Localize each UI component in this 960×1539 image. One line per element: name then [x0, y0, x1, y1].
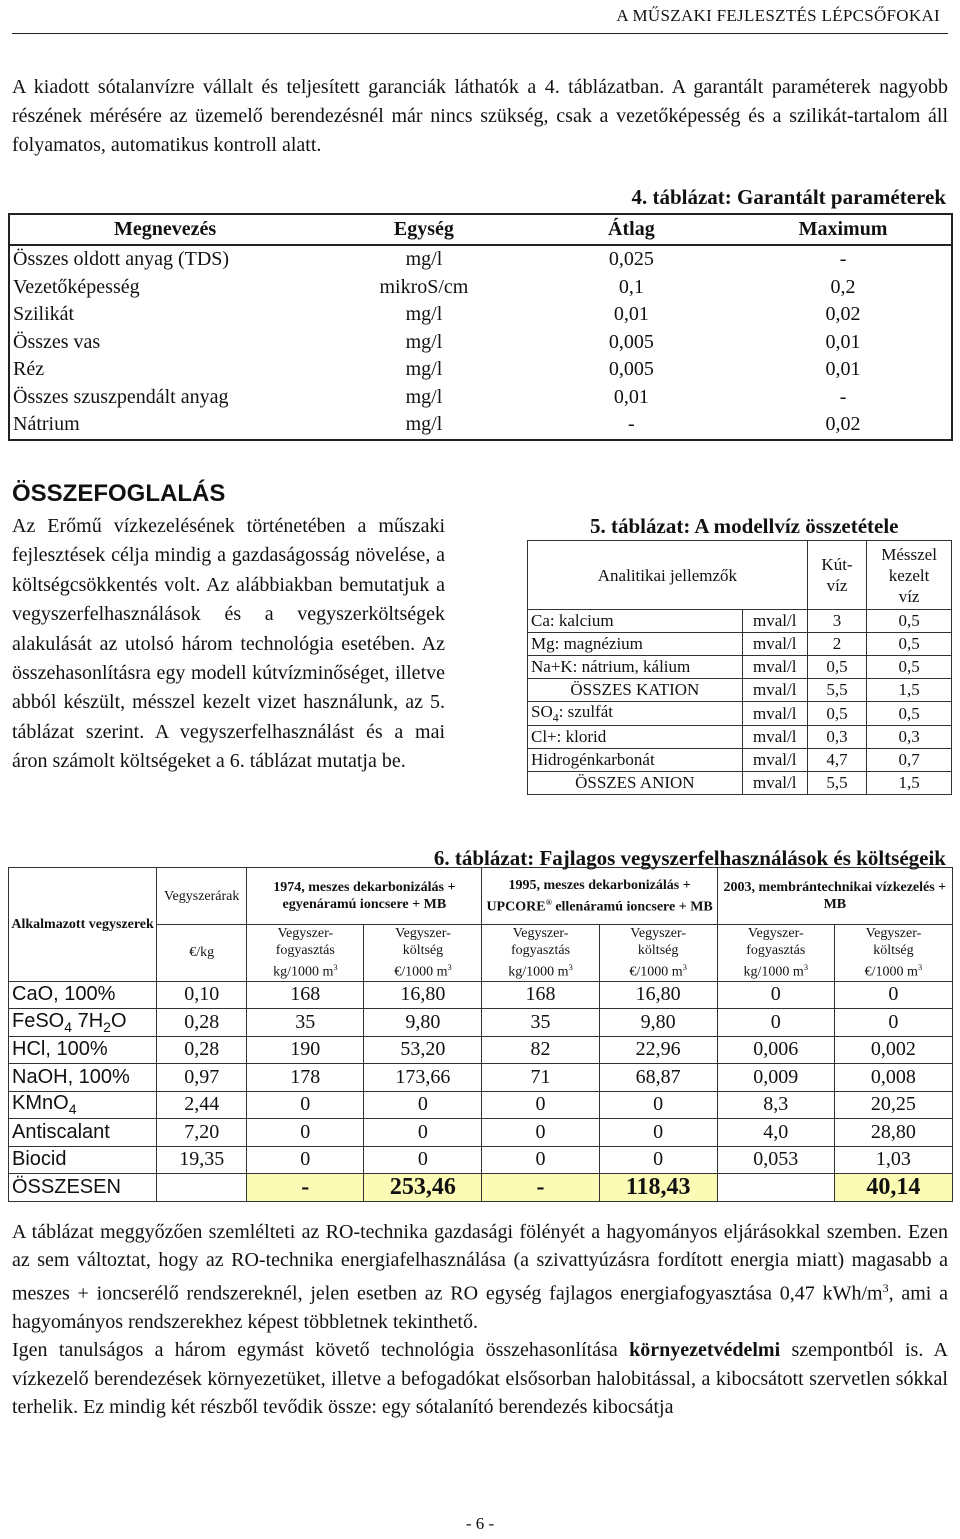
table4-cell: Szilikát — [13, 303, 75, 326]
closing-paragraph-1: A táblázat meggyőzően szemlélteti az RO-technika gazdasági fölényét a hagyományos eljárásokkal szemben. Ezen az sem változtat, hogy az RO-technika energiafelhasználása (a szivattyúzásra fordított energia miatt) magasabb a meszes + ioncserélő rendszereknél, jelen esetben az RO egység fajlagos energiafogyasztása 0,47 kWh/$m^3$, ami a hagyományos rendszerekhez képest többletnek tekinthető. — [12, 1221, 948, 1334]
table5-row — [528, 633, 952, 656]
table4-caption: 4. táblázat: Garantált paraméterek — [631, 185, 946, 209]
table4-cell: 0,01 — [613, 385, 649, 408]
table6-subheader-consumption: Vegyszer- fogyasztás kg/1000 $m^3$ — [247, 925, 364, 982]
table6-value: 0 — [834, 1009, 952, 1037]
table5-cell: 0,5 — [867, 610, 952, 633]
table6-row — [9, 1119, 953, 1147]
table4-cell: 0,005 — [608, 358, 654, 381]
table4-header: Megnevezés — [9, 214, 320, 245]
table5-cell: 0,7 — [867, 749, 952, 772]
table5-cell: 5,5 — [807, 679, 866, 702]
header-rule — [12, 33, 948, 34]
table6-value: 0,002 — [834, 1036, 952, 1064]
table5-cell: ÖSSZES KATION — [528, 679, 743, 702]
table6-value: 82 — [482, 1036, 599, 1064]
table6-row — [9, 1036, 953, 1064]
table6-row — [9, 981, 953, 1009]
table6-total-value: 40,14 — [834, 1174, 952, 1202]
table4-cell: - — [839, 385, 847, 408]
table6-price: 2,44 — [157, 1091, 247, 1119]
table4-cell: Vezetőképesség — [13, 275, 140, 298]
table6-value: 0,008 — [834, 1064, 952, 1092]
table5-row — [528, 702, 952, 726]
table4-row — [9, 245, 952, 274]
table5-header: Mésszel kezelt víz — [867, 541, 952, 610]
table4-header: Maximum — [735, 214, 952, 245]
table6-value: 0 — [364, 1091, 482, 1119]
table6-header-tech-1995: 1995, meszes dekarbonizálás + UPCORE® ellenáramú ioncsere + MB — [482, 868, 717, 925]
table5-header: Kút- víz — [807, 541, 866, 610]
table6-value: 35 — [482, 1009, 599, 1037]
table4-cell: 0,02 — [825, 303, 861, 326]
table6-price: 7,20 — [157, 1119, 247, 1147]
table5-cell: 0,5 — [807, 702, 866, 726]
table6-value: 0,053 — [717, 1146, 834, 1174]
table6-value: 20,25 — [834, 1091, 952, 1119]
table6-value: 16,80 — [364, 981, 482, 1009]
table4-cell: Réz — [13, 358, 45, 381]
table4-cell: 0,025 — [608, 248, 654, 271]
table6-subheader-consumption: Vegyszer- fogyasztás kg/1000 $m^3$ — [717, 925, 834, 982]
table5-row — [528, 772, 952, 795]
page-header — [0, 0, 960, 40]
table4-cell: mikroS/cm — [379, 275, 469, 298]
table5-row — [528, 749, 952, 772]
table6-value: 53,20 — [364, 1036, 482, 1064]
table5-cell: mval/l — [742, 772, 807, 795]
table5-cell: 0,5 — [807, 656, 866, 679]
table4-cell: Nátrium — [13, 413, 80, 436]
table6-value: 0 — [599, 1119, 717, 1147]
table6-value: 0 — [482, 1119, 599, 1147]
table6-subheader-cost: Vegyszer- költség €/1000 $m^3$ — [599, 925, 717, 982]
intro-paragraph: A kiadott sótalanvízre vállalt és teljesített garanciák láthatók a 4. táblázatban. A garantált paraméterek nagyobb részének mérésére az üzemelő berendezésnél már nincs szükség, csak a vezetőképesség és a szilikát-tartalom áll folyamatos, automatikus kontroll alatt. — [12, 76, 948, 156]
table4-row — [9, 274, 952, 302]
table4-cell: Összes szuszpendált anyag — [13, 385, 229, 408]
table6-value: 0 — [599, 1146, 717, 1174]
table6-value: 0 — [717, 1009, 834, 1037]
table6-value: 0 — [834, 981, 952, 1009]
table6-value: 168 — [482, 981, 599, 1009]
table4-cell: 0,01 — [613, 303, 649, 326]
table6-total-value: - — [247, 1174, 364, 1202]
table5-row — [528, 726, 952, 749]
table5-cell: mval/l — [742, 633, 807, 656]
table5-cell: Mg: magnézium — [528, 633, 743, 656]
table4-cell: 0,1 — [618, 275, 644, 298]
table6-value: 168 — [247, 981, 364, 1009]
table4-cell: Összes vas — [13, 330, 101, 353]
closing-paragraph-2: Igen tanulságos a három egymást követő technológia összehasonlítása környezetvédelmi szempontból is. A vízkezelő berendezések környezetüket, illetve a befogadókat elsősorban halobitással, a kibocsátott szervetlen sókkal terhelik. Ez mindig két részből tevődik össze: egy sótalanító berendezés kibocsátja — [12, 1339, 949, 1418]
table4-cell: 0,01 — [825, 358, 861, 381]
table6-total-label: ÖSSZESEN — [9, 1174, 157, 1202]
table6-header-row — [9, 868, 953, 925]
table5-cell: mval/l — [742, 679, 807, 702]
table5-body — [528, 610, 952, 795]
table6-value: 190 — [247, 1036, 364, 1064]
table6-value: 0 — [247, 1091, 364, 1119]
table6-value: 1,03 — [834, 1146, 952, 1174]
table6-total-value: 253,46 — [364, 1174, 482, 1202]
table6-value: 22,96 — [599, 1036, 717, 1064]
table5-cell: 0,3 — [867, 726, 952, 749]
table5-row — [528, 656, 952, 679]
table6-body — [9, 981, 953, 1202]
table6-value: 0 — [599, 1091, 717, 1119]
table5-header-row — [528, 541, 952, 610]
table4-cell: mg/l — [405, 248, 443, 271]
table6-value: 0 — [717, 981, 834, 1009]
table6-value: 16,80 — [599, 981, 717, 1009]
table6-value: 0 — [364, 1119, 482, 1147]
table5-cell: Cl+: klorid — [528, 726, 743, 749]
table6-total-price — [157, 1174, 247, 1202]
table4-header-row — [9, 214, 952, 245]
table5-cell: 1,5 — [867, 679, 952, 702]
table5-cell: 2 — [807, 633, 866, 656]
table4-cell: 0,02 — [825, 413, 861, 436]
table5-cell: mval/l — [742, 656, 807, 679]
table6-subheader-consumption: Vegyszer- fogyasztás kg/1000 $m^3$ — [482, 925, 599, 982]
table6-price: 0,10 — [157, 981, 247, 1009]
table4-cell: mg/l — [405, 303, 443, 326]
table6-reagent-name: FeSO$_4$ $7H_2O$ — [9, 1009, 157, 1037]
table6-value: 28,80 — [834, 1119, 952, 1147]
table6-caption: 6. táblázat: Fajlagos vegyszerfelhasználások és költségeik — [433, 846, 946, 870]
table6-price: 0,28 — [157, 1009, 247, 1037]
table4-guaranteed-parameters — [8, 213, 953, 441]
table6-reagent-name: HCl, 100% — [9, 1036, 157, 1064]
table6-subheader-cost: Vegyszer- költség €/1000 $m^3$ — [364, 925, 482, 982]
running-title: A MŰSZAKI FEJLESZTÉS LÉPCSŐFOKAI — [616, 6, 940, 25]
table4-cell: mg/l — [405, 358, 443, 381]
table6-reagent-name: Biocid — [9, 1146, 157, 1174]
table5-cell: Na+K: nátrium, kálium — [528, 656, 743, 679]
table6-price: 0,97 — [157, 1064, 247, 1092]
table5-row — [528, 610, 952, 633]
table5-cell: Ca: kalcium — [528, 610, 743, 633]
table6-row — [9, 1091, 953, 1119]
table4-cell: 0,005 — [608, 330, 654, 353]
table6-value: 178 — [247, 1064, 364, 1092]
table6-row — [9, 1146, 953, 1174]
table5-cell: 5,5 — [807, 772, 866, 795]
table4-body — [9, 245, 952, 440]
table4-row — [9, 301, 952, 329]
table6-reagent-name: NaOH, 100% — [9, 1064, 157, 1092]
table6-value: 4,0 — [717, 1119, 834, 1147]
summary-paragraph: Az Erőmű vízkezelésének történetében a műszaki fejlesztések célja mindig a gazdaságosság növelése, a költségcsökkentés volt. Az alábbiakban bemutatjuk a vegyszerfelhasználások és a vegyszerköltségek alakulását az utolsó három technológia esetében. Az összehasonlításra egy modell kútvízminőséget, illetve abból készült, mésszel kezelt vizet használunk, az 5. táblázat szerint. A vegyszerfelhasználást és a mai áron számolt költségeket a 6. táblázat mutatja be. — [12, 515, 445, 773]
table5-cell: ÖSSZES ANION — [528, 772, 743, 795]
table5-cell: 0,3 — [807, 726, 866, 749]
table4-row — [9, 329, 952, 357]
table4-row — [9, 384, 952, 412]
table6-value: 8,3 — [717, 1091, 834, 1119]
table4-cell: mg/l — [405, 330, 443, 353]
table6-header-reagents: Alkalmazott vegyszerek — [9, 868, 157, 982]
table6-header-tech-2003: 2003, membrántechnikai vízkezelés + MB — [717, 868, 952, 925]
section-title: ÖSSZEFOGLALÁS — [12, 480, 226, 507]
table6-row — [9, 1064, 953, 1092]
table6-reagent-name: Antiscalant — [9, 1119, 157, 1147]
table4-cell: 0,2 — [830, 275, 856, 298]
table6-value: 9,80 — [364, 1009, 482, 1037]
table6-reagent-name: KMnO$_4$ — [9, 1091, 157, 1119]
table4-cell: Összes oldott anyag (TDS) — [13, 248, 230, 271]
table6-value: 35 — [247, 1009, 364, 1037]
table6-total-value — [717, 1174, 834, 1202]
table5-cell: mval/l — [742, 610, 807, 633]
table6-total-value: - — [482, 1174, 599, 1202]
table4-row — [9, 356, 952, 384]
table6-reagent-name: CaO, 100% — [9, 981, 157, 1009]
table5-cell: mval/l — [742, 702, 807, 726]
table5-cell: 1,5 — [867, 772, 952, 795]
table5-cell: 0,5 — [867, 633, 952, 656]
table6-header-price: Vegyszerárak — [157, 868, 247, 925]
table4-header: Átlag — [528, 214, 735, 245]
table6-subheader-cost: Vegyszer- költség €/1000 $m^3$ — [834, 925, 952, 982]
table4-cell: mg/l — [405, 385, 443, 408]
table5-cell: 3 — [807, 610, 866, 633]
table5-cell: 0,5 — [867, 656, 952, 679]
closing-text — [12, 1218, 948, 1421]
table5-caption: 5. táblázat: A modellvíz összetétele — [590, 514, 899, 538]
table5-cell: mval/l — [742, 749, 807, 772]
table6-row — [9, 1009, 953, 1037]
table5-cell: 0,5 — [867, 702, 952, 726]
table6-value: 0 — [482, 1146, 599, 1174]
table5-cell: 4,7 — [807, 749, 866, 772]
table5-model-water — [527, 540, 952, 795]
table6-header-price-unit: €/kg — [157, 925, 247, 982]
table6-value: 0 — [364, 1146, 482, 1174]
table6-chemical-costs — [8, 867, 953, 1202]
table6-value: 0 — [247, 1119, 364, 1147]
table4-cell: mg/l — [405, 413, 443, 436]
table4-cell: - — [839, 248, 847, 271]
table6-value: 173,66 — [364, 1064, 482, 1092]
table5-row — [528, 679, 952, 702]
table5-cell: $SO_4$: szulfát — [528, 702, 743, 726]
table6-value: 0,009 — [717, 1064, 834, 1092]
table4-cell: - — [628, 413, 635, 436]
table4-row — [9, 411, 952, 440]
table6-value: 68,87 — [599, 1064, 717, 1092]
table5-cell: mval/l — [742, 726, 807, 749]
table6-value: 9,80 — [599, 1009, 717, 1037]
page-number: - 6 - — [465, 1514, 495, 1533]
table6-price: 0,28 — [157, 1036, 247, 1064]
table4-cell: 0,01 — [825, 330, 861, 353]
table4-header: Egység — [320, 214, 527, 245]
table6-total-row — [9, 1174, 953, 1202]
table6-header-tech-1974: 1974, meszes dekarbonizálás + egyenáramú ioncsere + MB — [247, 868, 482, 925]
table6-value: 0,006 — [717, 1036, 834, 1064]
table6-value: 0 — [482, 1091, 599, 1119]
table5-header: Analitikai jellemzők — [528, 541, 808, 610]
table6-value: 0 — [247, 1146, 364, 1174]
table6-total-value: 118,43 — [599, 1174, 717, 1202]
table6-price: 19,35 — [157, 1146, 247, 1174]
table6-value: 71 — [482, 1064, 599, 1092]
table5-cell: Hidrogénkarbonát — [528, 749, 743, 772]
